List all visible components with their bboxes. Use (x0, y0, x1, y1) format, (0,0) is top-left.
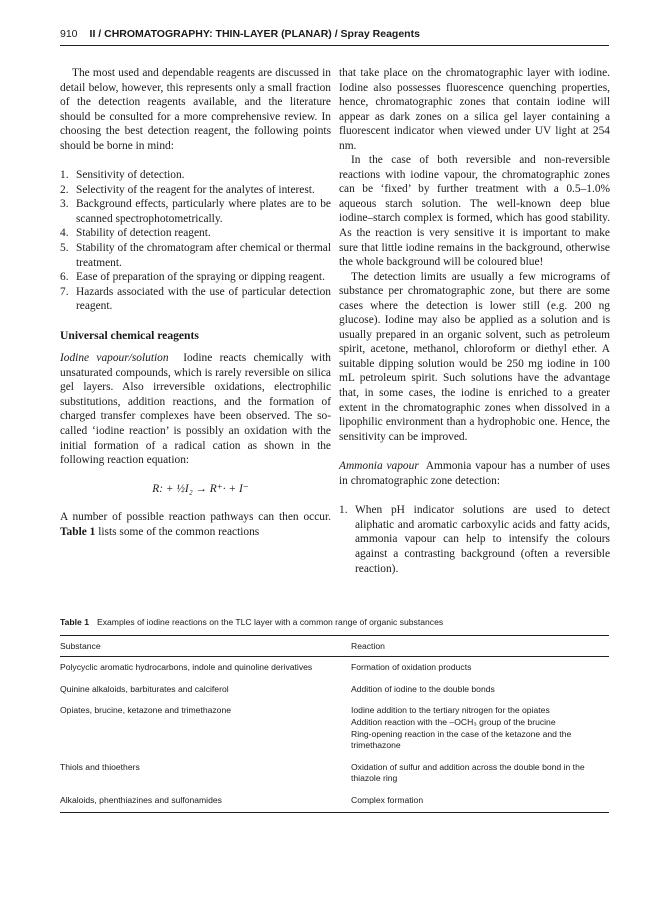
reaction-line: Addition of iodine to the double bonds (351, 683, 495, 694)
reaction-cell (351, 700, 609, 756)
list-item (60, 241, 331, 270)
reaction-cell (351, 757, 609, 790)
list-text: Selectivity of the reagent for the analytes of interest. (76, 183, 315, 196)
reaction-cell (351, 679, 609, 701)
reaction-line: Oxidation of sulfur and addition across the double bond in the thiazole ring (351, 761, 585, 784)
substance-cell: Opiates, brucine, ketazone and trimethazone (60, 705, 232, 716)
column-header-reaction: Reaction (351, 635, 609, 657)
criteria-list (60, 168, 331, 313)
list-number: 2. (60, 183, 69, 196)
table-row (60, 790, 609, 812)
list-item (339, 503, 610, 576)
list-item (60, 285, 331, 314)
reaction-cell (351, 790, 609, 812)
ammonia-runin-heading: Ammonia vapour (339, 460, 419, 473)
list-number: 7. (60, 285, 69, 298)
intro-paragraph: The most used and dependable reagents are discussed in detail below, however, this represents only a small fraction of the detection reagents available, and the literature should be consulted for a more comprehensive review. In choosing the best detection reagent, the following points should be borne in mind: (60, 67, 331, 152)
ammonia-paragraph (339, 459, 610, 488)
list-item (60, 226, 331, 241)
reaction-paragraph (60, 510, 331, 539)
reaction-line: Ring-opening reaction in the case of the ketazone and the trimethazone (351, 728, 572, 751)
right-column (339, 66, 610, 576)
table-row (60, 757, 609, 790)
list-number: 3. (60, 198, 69, 211)
list-number: 1. (339, 504, 348, 517)
running-head (60, 28, 610, 40)
section-heading: Universal chemical reagents (60, 328, 199, 342)
reaction-text-pre: A number of possible reaction pathways can then occur. (60, 511, 331, 524)
reaction-line: Addition reaction with the –OCH₃ group of the brucine (351, 716, 556, 727)
list-number: 6. (60, 271, 69, 284)
table-row (60, 679, 609, 701)
starch-paragraph: In the case of both reversible and non-reversible reactions with iodine vapour, the chromatographic zones can be ‘fixed’ by further treatment with a 0.5–1.0% aqueous starch solution. The well-known deep blue iodine–starch complex is formed, which has good stability. As the reaction is very sensitive it is important to make sure that little iodine remains in the background, otherwise the whole background will be coloured blue! (339, 154, 610, 269)
substance-cell: Polycyclic aromatic hydrocarbons, indole and quinoline derivatives (60, 662, 313, 673)
list-text: When pH indicator solutions are used to detect aliphatic and aromatic carboxylic acids and fatty acids, ammonia vapour can help to intensify the colours against a contrasting background (often a reversible reaction). (355, 504, 610, 575)
header-rule (60, 45, 609, 46)
list-item (60, 168, 331, 183)
list-item (60, 197, 331, 226)
table-reference-link[interactable]: Table 1 (60, 525, 96, 538)
section-title: II / CHROMATOGRAPHY: THIN-LAYER (PLANAR) / Spray Reagents (89, 28, 420, 40)
table-1 (60, 617, 609, 813)
column-header-substance: Substance (60, 635, 351, 657)
list-text: Background effects, particularly where plates are to be scanned spectrophotometrically. (76, 198, 331, 225)
table-row (60, 657, 609, 679)
list-item (60, 183, 331, 198)
list-number: 4. (60, 227, 69, 240)
list-text: Stability of the chromatogram after chemical or thermal treatment. (76, 242, 331, 269)
iodine-text: Iodine reacts chemically with unsaturated compounds, which is rarely reversible on silica gel layers. Also irreversible oxidations, electrophilic substitutions, addition reactions, and the formation of charged transfer complexes have been observed. The so-called ‘iodine reaction’ is possibly an oxidation with the initial formation of a radical cation as shown in the following reaction equation: (60, 352, 331, 467)
reaction-equation: R: + ½I₂ → R⁺· + I⁻ (152, 482, 249, 495)
substance-cell: Alkaloids, phenthiazines and sulfonamides (60, 790, 351, 812)
table-header-row (60, 635, 609, 657)
list-item (60, 270, 331, 285)
left-column (60, 66, 331, 539)
page-number: 910 (60, 28, 78, 40)
reaction-cell (351, 657, 609, 679)
table-label: Table 1 (60, 617, 89, 627)
reaction-line: Iodine addition to the tertiary nitrogen for the opiates (351, 705, 550, 716)
table-caption-text: Examples of iodine reactions on the TLC layer with a common range of organic substances (96, 617, 444, 627)
list-text: Sensitivity of detection. (76, 169, 185, 182)
table-row (60, 700, 609, 756)
ammonia-text: Ammonia vapour has a number of uses in chromatographic zone detection: (339, 460, 610, 487)
list-number: 5. (60, 242, 69, 255)
table-caption (60, 617, 609, 629)
iodine-reactions-table (60, 635, 609, 813)
reaction-line: Complex formation (351, 794, 424, 805)
iodine-runin-heading: Iodine vapour/solution (60, 352, 169, 365)
substance-cell: Quinine alkaloids, barbiturates and calciferol (60, 683, 229, 694)
iodine-paragraph (60, 351, 331, 467)
ammonia-list (339, 503, 610, 576)
list-text: Ease of preparation of the spraying or dipping reagent. (76, 271, 325, 284)
reaction-text-post: lists some of the common reactions (98, 525, 260, 538)
iodine-continued-paragraph: that take place on the chromatographic layer with iodine. Iodine also possesses fluorescence quenching properties, hence, chromatographic zones that contain iodine will appear as dark zones on a silica gel layer containing a fluorescent indicator when viewed under UV light at 254 nm. (339, 67, 610, 152)
substance-cell: Thiols and thioethers (60, 761, 140, 772)
detection-limits-paragraph: The detection limits are usually a few micrograms of substance per chromatographic zone, but there are some cases where the detection is lower still (e.g. 200 ng glucose). Iodine may also be applied as a solution and is usually prepared in an organic solvent, such as petroleum spirit, acetone, methanol, chloroform or diethyl ether. A suitable dipping solution would be 250 mg iodine in 100 mL petroleum spirit. Such solutions have the advantage that, in some cases, the iodine is enriched to a greater extent in the chromatographic zones when dissolved in a lipophilic environment than a hydrophobic one. Hence, the sensitivity can be improved. (339, 270, 610, 443)
list-number: 1. (60, 169, 69, 182)
list-text: Hazards associated with the use of particular detection reagent. (76, 285, 331, 313)
reaction-line: Formation of oxidation products (351, 662, 472, 673)
list-text: Stability of detection reagent. (76, 227, 211, 240)
